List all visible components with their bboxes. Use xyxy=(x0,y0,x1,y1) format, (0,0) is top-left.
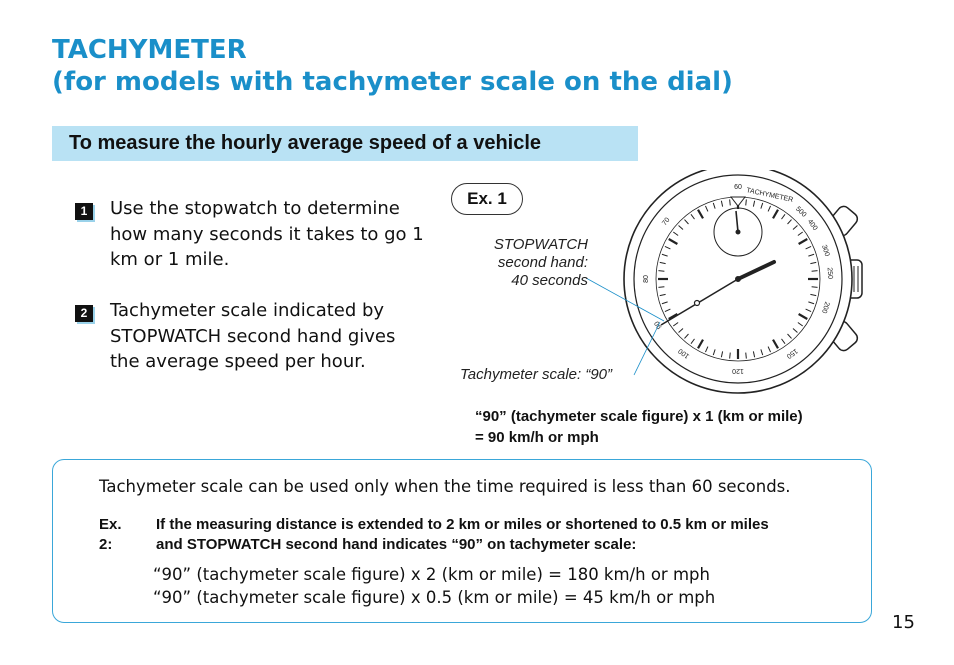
formula-line-1: “90” (tachymeter scale figure) x 1 (km or mile) xyxy=(475,408,803,425)
section-heading-band xyxy=(52,126,638,161)
tachymeter-figure: 200 xyxy=(820,300,831,314)
tachymeter-figure: 100 xyxy=(677,346,691,360)
tachymeter-figure: 80 xyxy=(642,275,650,283)
step-text: Use the stopwatch to determine how many seconds it takes to go 1 km or 1 mile. xyxy=(110,198,424,270)
tachymeter-figure: 90 xyxy=(653,319,664,330)
callout-second-hand: second hand: xyxy=(497,254,588,271)
tachymeter-figure: 60 xyxy=(734,183,742,191)
section-heading: To measure the hourly average speed of a vehicle xyxy=(69,132,542,154)
step-text: Tachymeter scale indicated by STOPWATCH second hand gives the average speed per hour. xyxy=(110,300,396,372)
callout-stopwatch: STOPWATCH xyxy=(493,236,588,253)
callout-seconds: 40 seconds xyxy=(511,272,588,289)
dial-tick xyxy=(812,271,818,272)
dial-tick xyxy=(658,271,664,272)
tachymeter-figure: 400 xyxy=(805,218,819,232)
stopwatch-callout xyxy=(470,236,588,290)
dial-tick xyxy=(812,287,818,288)
dial-tick xyxy=(658,287,664,288)
example-2-tag: Ex. 2: xyxy=(99,516,122,553)
example-2-formula-2: “90” (tachymeter scale figure) x 0.5 (km or mile) = 45 km/h or mph xyxy=(153,588,716,607)
example-2-formula-1: “90” (tachymeter scale figure) x 2 (km or mile) = 180 km/h or mph xyxy=(153,565,710,584)
page-number: 15 xyxy=(892,612,915,633)
note-text: Tachymeter scale can be used only when the time required is less than 60 seconds. xyxy=(99,477,791,496)
dial-tick xyxy=(730,199,731,205)
note-box xyxy=(52,459,872,623)
title-line-2: (for models with tachymeter scale on the dial) xyxy=(52,67,733,97)
dial-tick xyxy=(746,353,747,359)
tachymeter-figure: 300 xyxy=(820,244,831,258)
tachymeter-figure: 500 xyxy=(794,205,808,219)
tachymeter-figure: 120 xyxy=(732,367,744,375)
formula-line-2: = 90 km/h or mph xyxy=(475,429,599,446)
scale-callout: Tachymeter scale: “90” xyxy=(460,366,613,383)
example-2-line-1: If the measuring distance is extended to 2 km or miles or shortened to 0.5 km or miles xyxy=(156,516,769,533)
page-title xyxy=(52,34,733,98)
example-1-formula xyxy=(475,406,803,448)
tachymeter-figure: 250 xyxy=(825,267,834,280)
example-1-badge: Ex. 1 xyxy=(451,183,523,215)
example-2-line-2: and STOPWATCH second hand indicates “90” on tachymeter scale: xyxy=(156,536,637,553)
title-line-1: TACHYMETER xyxy=(52,35,247,65)
dial-tick xyxy=(746,199,747,205)
bezel-word: TACHYMETER xyxy=(745,187,794,204)
step-number-badge: 2 xyxy=(75,305,93,322)
step-number-badge: 1 xyxy=(75,203,93,220)
dial-tick xyxy=(730,353,731,359)
stopwatch-dial xyxy=(586,170,862,393)
tachymeter-figure: 70 xyxy=(661,216,672,228)
tachymeter-figure: 150 xyxy=(785,346,799,360)
